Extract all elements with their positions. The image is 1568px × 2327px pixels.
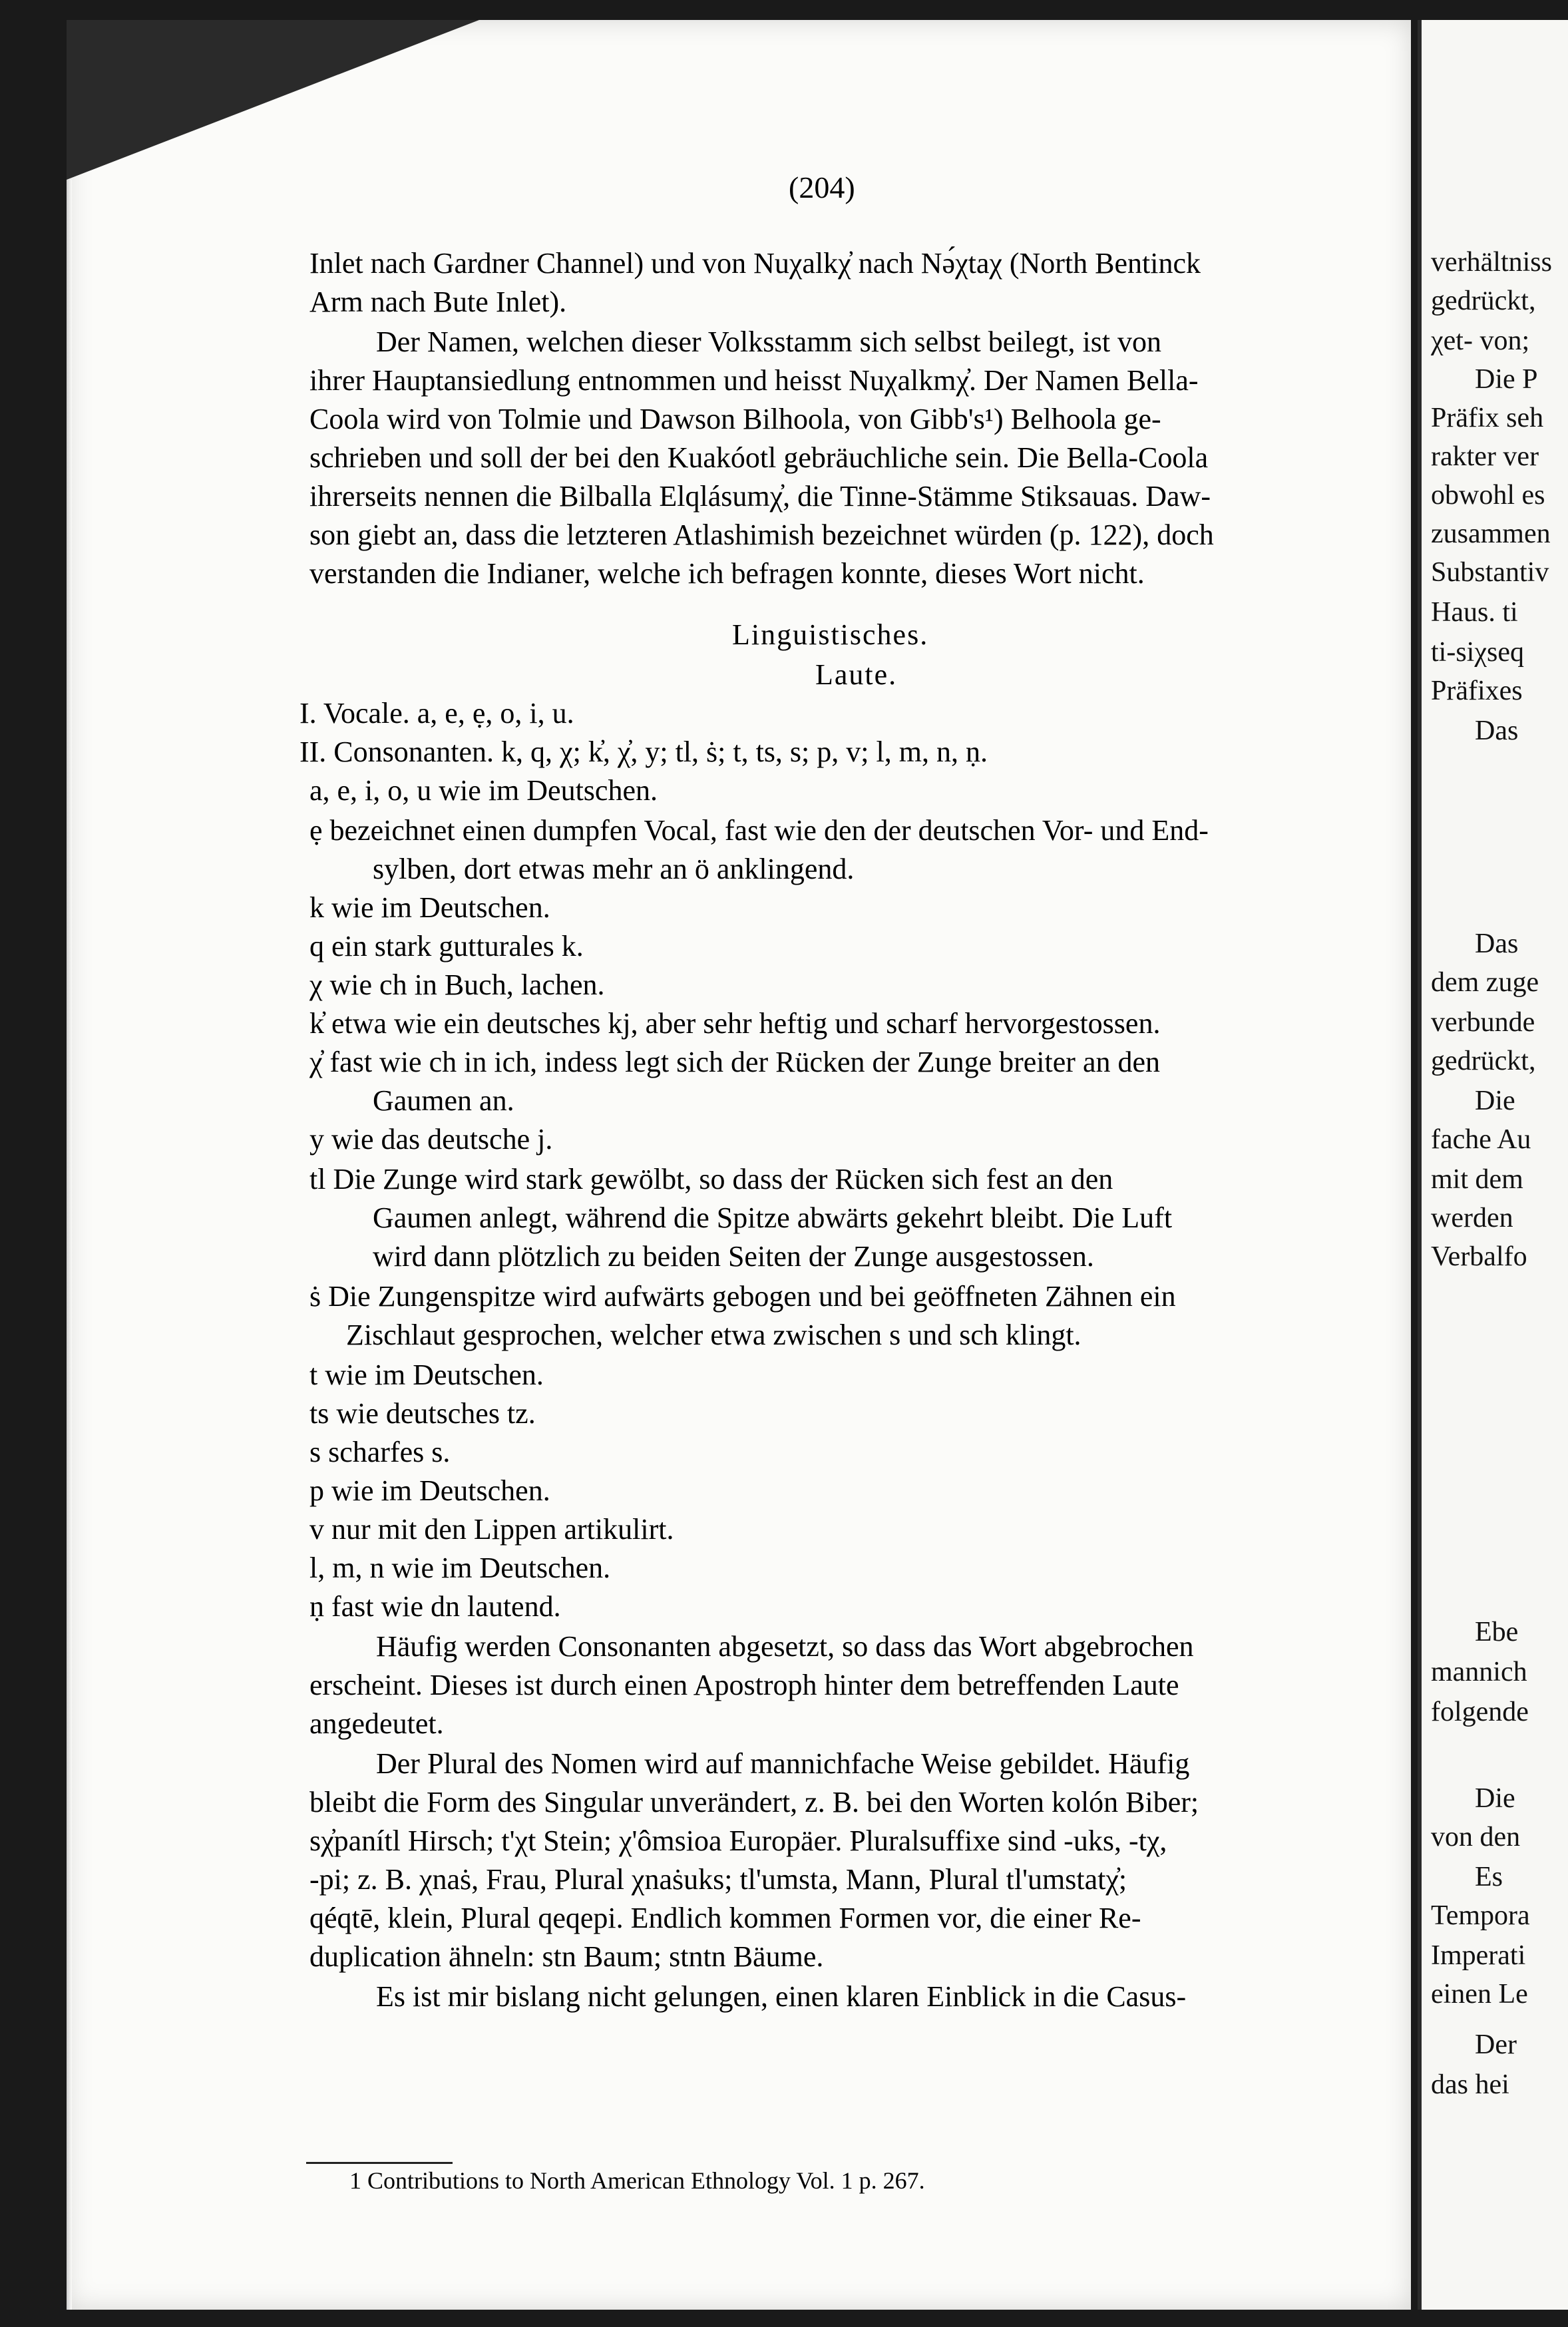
- text-line: ihrerseits nennen die Bilballa Elqlásumχ̓, die Tinne-Stämme Stiksauas. Daw-: [309, 480, 1211, 513]
- text-line: ṡ Die Zungenspitze wird aufwärts gebogen und bei geöffneten Zähnen ein: [309, 1280, 1176, 1313]
- text-line: Linguistisches.: [732, 618, 929, 651]
- text-line: q ein stark gutturales k.: [309, 930, 584, 962]
- adjacent-text-line: gedrückt,: [1431, 286, 1536, 316]
- adjacent-text-line: Es: [1475, 1862, 1503, 1892]
- adjacent-text-line: ti-siχseq: [1431, 637, 1524, 668]
- text-line: Der Namen, welchen dieser Volksstamm sich selbst beilegt, ist von: [376, 325, 1162, 358]
- text-line: schrieben und soll der bei den Kuakóotl gebräuchliche sein. Die Bella-Coola: [309, 441, 1209, 474]
- text-line: χ wie ch in Buch, lachen.: [309, 968, 605, 1001]
- text-line: -pi; z. B. χnaṡ, Frau, Plural χnaṡuks; tl'umsta, Mann, Plural tl'umstatχ̓;: [309, 1863, 1127, 1896]
- text-line: Der Plural des Nomen wird auf mannichfache Weise gebildet. Häufig: [376, 1747, 1190, 1780]
- text-line: ṇ fast wie dn lautend.: [309, 1590, 561, 1623]
- adjacent-text-line: zusammen: [1431, 519, 1551, 549]
- text-line: s scharfes s.: [309, 1436, 451, 1468]
- adjacent-text-line: gedrückt,: [1431, 1046, 1536, 1076]
- adjacent-text-line: werden: [1431, 1203, 1513, 1233]
- adjacent-text-line: Die: [1475, 1783, 1515, 1814]
- text-line: sχ̓panítl Hirsch; t'χt Stein; χ'ômsioa Europäer. Pluralsuffixe sind -uks, -tχ,: [309, 1824, 1167, 1857]
- adjacent-text-line: mannich: [1431, 1657, 1527, 1687]
- text-line: sylben, dort etwas mehr an ö anklingend.: [373, 853, 855, 885]
- text-line: angedeutet.: [309, 1707, 444, 1740]
- text-line: Arm nach Bute Inlet).: [309, 286, 567, 318]
- adjacent-text-line: χet- von;: [1431, 325, 1530, 356]
- text-line: Zischlaut gesprochen, welcher etwa zwischen s und sch klingt.: [346, 1319, 1081, 1351]
- adjacent-text-line: einen Le: [1431, 1979, 1528, 2010]
- adjacent-text-line: Tempora: [1431, 1900, 1530, 1931]
- text-line: wird dann plötzlich zu beiden Seiten der Zunge ausgestossen.: [373, 1240, 1094, 1273]
- adjacent-text-line: Haus. ti: [1431, 597, 1518, 628]
- text-line: ẹ bezeichnet einen dumpfen Vocal, fast wie den der deutschen Vor- und End-: [309, 814, 1209, 847]
- adjacent-text-line: Präfix seh: [1431, 403, 1544, 433]
- adjacent-text-line: obwohl es: [1431, 480, 1545, 511]
- text-line: χ̓ fast wie ch in ich, indess legt sich der Rücken der Zunge breiter an den: [309, 1046, 1160, 1078]
- text-line: bleibt die Form des Singular unverändert, z. B. bei den Worten kolón Biber;: [309, 1786, 1199, 1818]
- text-line: k̓ etwa wie ein deutsches kj, aber sehr heftig und scharf hervorgestossen.: [309, 1007, 1161, 1040]
- text-line: Gaumen anlegt, während die Spitze abwärts gekehrt bleibt. Die Luft: [373, 1201, 1173, 1234]
- text-line: l, m, n wie im Deutschen.: [309, 1552, 611, 1584]
- adjacent-text-line: Die: [1475, 1086, 1515, 1116]
- adjacent-text-line: mit dem: [1431, 1164, 1523, 1195]
- text-line: k wie im Deutschen.: [309, 891, 550, 924]
- page-fold: [67, 180, 72, 2310]
- text-line: Coola wird von Tolmie und Dawson Bilhoola, von Gibb's¹) Belhoola ge-: [309, 403, 1161, 435]
- text-line: Laute.: [815, 658, 898, 691]
- adjacent-text-line: Die P: [1475, 364, 1538, 395]
- adjacent-text-line: fache Au: [1431, 1124, 1531, 1155]
- text-line: Inlet nach Gardner Channel) und von Nuχalkχ̓ nach Nə́χtaχ (North Bentinck: [309, 247, 1201, 280]
- text-line: qéqtē, klein, Plural qeqepi. Endlich kommen Formen vor, die einer Re-: [309, 1902, 1141, 1934]
- adjacent-text-line: Substantiv: [1431, 557, 1549, 588]
- text-line: y wie das deutsche j.: [309, 1123, 553, 1156]
- adjacent-text-line: Das: [1475, 716, 1519, 746]
- text-line: Gaumen an.: [373, 1084, 514, 1117]
- text-line: Es ist mir bislang nicht gelungen, einen klaren Einblick in die Casus-: [376, 1980, 1187, 2013]
- adjacent-text-line: Das: [1475, 929, 1519, 959]
- adjacent-text-line: verbunde: [1431, 1007, 1535, 1038]
- adjacent-text-line: verhältniss: [1431, 247, 1552, 278]
- page-number: (204): [789, 170, 855, 204]
- adjacent-page-column: [1418, 20, 1568, 2310]
- adjacent-text-line: folgende: [1431, 1697, 1529, 1727]
- text-line: a, e, i, o, u wie im Deutschen.: [309, 774, 658, 807]
- text-line: Häufig werden Consonanten abgesetzt, so dass das Wort abgebrochen: [376, 1630, 1194, 1663]
- adjacent-text-line: Ebe: [1475, 1617, 1519, 1647]
- text-line: verstanden die Indianer, welche ich befragen konnte, dieses Wort nicht.: [309, 557, 1145, 590]
- adjacent-text-line: das hei: [1431, 2069, 1509, 2100]
- text-line: ts wie deutsches tz.: [309, 1397, 536, 1430]
- adjacent-text-line: Verbalfo: [1431, 1241, 1527, 1272]
- text-line: erscheint. Dieses ist durch einen Apostroph hinter dem betreffenden Laute: [309, 1669, 1179, 1701]
- adjacent-text-line: dem zuge: [1431, 967, 1539, 998]
- text-line: duplication ähneln: stn Baum; stntn Bäume.: [309, 1940, 824, 1973]
- adjacent-text-line: von den: [1431, 1822, 1521, 1852]
- text-line: p wie im Deutschen.: [309, 1474, 550, 1507]
- page-corner-shadow: [67, 20, 479, 180]
- text-line: ihrer Hauptansiedlung entnommen und heisst Nuχalkmχ̓. Der Namen Bella-: [309, 364, 1199, 397]
- adjacent-text-line: rakter ver: [1431, 441, 1539, 472]
- footnote-rule: [306, 2162, 453, 2164]
- adjacent-text-line: Imperati: [1431, 1940, 1526, 1971]
- text-line: t wie im Deutschen.: [309, 1359, 544, 1391]
- text-line: son giebt an, dass die letzteren Atlashimish bezeichnet würden (p. 122), doch: [309, 519, 1214, 551]
- adjacent-text-line: Präfixes: [1431, 676, 1523, 706]
- text-line: tl Die Zunge wird stark gewölbt, so dass der Rücken sich fest an den: [309, 1163, 1113, 1195]
- text-line: v nur mit den Lippen artikulirt.: [309, 1513, 674, 1546]
- footnote: 1 Contributions to North American Ethnology Vol. 1 p. 267.: [349, 2167, 925, 2194]
- adjacent-text-line: Der: [1475, 2029, 1517, 2060]
- text-line: II. Consonanten. k, q, χ; k̓, χ̓, y; tl, ṡ; t, ts, s; p, v; l, m, n, ṇ.: [299, 736, 988, 768]
- text-line: I. Vocale. a, e, ẹ, o, i, u.: [299, 697, 574, 730]
